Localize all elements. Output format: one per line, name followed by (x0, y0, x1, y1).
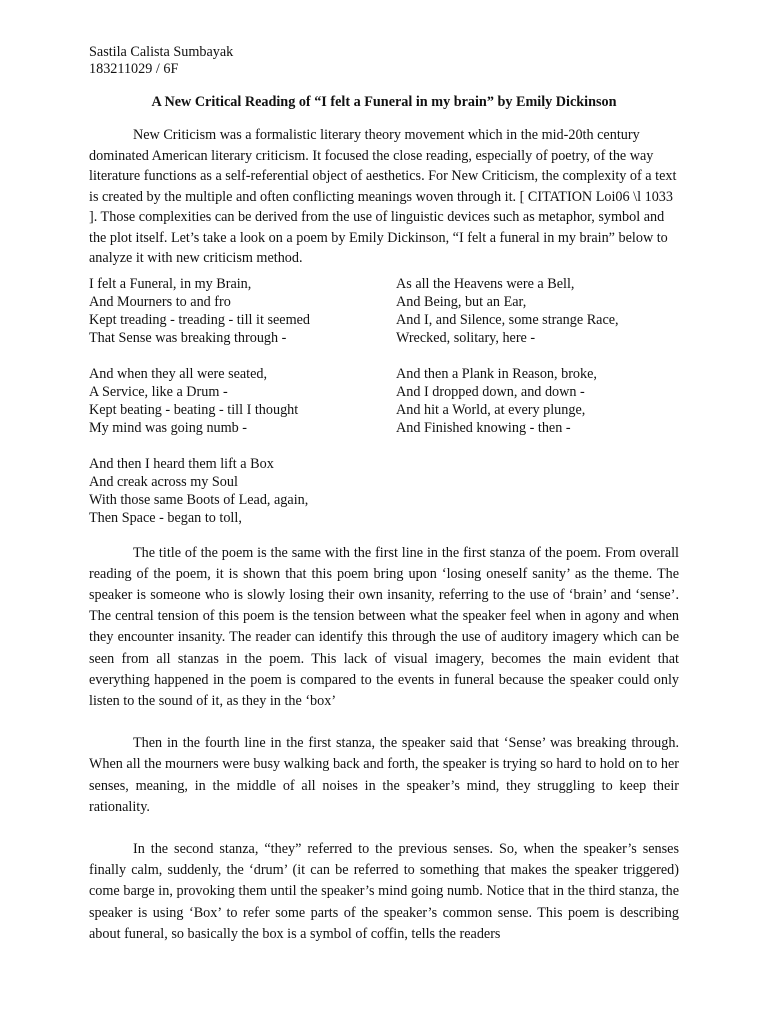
poem-line: I felt a Funeral, in my Brain, (89, 275, 252, 292)
stanza-2 (89, 365, 396, 437)
poem-line: With those same Boots of Lead, again, (89, 491, 309, 508)
stanza-1 (89, 275, 396, 347)
document-title: A New Critical Reading of “I felt a Funeral in my brain” by Emily Dickinson (151, 94, 617, 110)
poem (89, 275, 679, 527)
poem-column-right (396, 275, 679, 527)
intro-paragraph: New Criticism was a formalistic literary theory movement which in the mid-20th century dominated American literary criticism. It focused the close reading, especially of poetry, of the way literature functions as a self-referential object of aesthetics. For New Criticism, the complexity of a text is created by the multiple and often conflicting meanings woven through it. [ CITATION Loi06 \l 1033 ]. Those complexities can be derived from the use of linguistic devices such as metaphor, symbol and the plot itself. Let’s take a look on a poem by Emily Dickinson, “I felt a funeral in my brain” below to analyze it with new criticism method. (89, 127, 677, 266)
poem-line: And creak across my Soul (89, 473, 238, 490)
student-id: 183211029 / 6F (89, 61, 179, 77)
poem-line: A Service, like a Drum - (89, 383, 228, 400)
stanza-5 (396, 365, 679, 437)
poem-line: Then Space - began to toll, (89, 509, 242, 526)
poem-line: Wrecked, solitary, here - (396, 329, 536, 346)
poem-line: And I dropped down, and down - (396, 383, 585, 400)
stanza-3 (89, 455, 396, 527)
poem-line: And then a Plank in Reason, broke, (396, 365, 597, 382)
analysis-paragraph-3: In the second stanza, “they” referred to the previous senses. So, when the speaker’s senses finally calm, suddenly, the ‘drum’ (it can be referred to something that makes the speaker triggered) come barge in, provoking them until the speaker’s mind going numb. Notice that in the third stanza, the speaker is using ‘Box’ to refer some parts of the speaker’s common sense. This poem is describing about funeral, so basically the box is a symbol of coffin, tells the readers (89, 840, 679, 942)
poem-column-left (89, 275, 396, 527)
poem-line: And Finished knowing - then - (396, 419, 571, 436)
poem-line: And then I heard them lift a Box (89, 455, 274, 472)
poem-line: And Being, but an Ear, (396, 293, 527, 310)
poem-line: And when they all were seated, (89, 365, 268, 382)
poem-line: And hit a World, at every plunge, (396, 401, 586, 418)
poem-line: Kept treading - treading - till it seemed (89, 311, 311, 328)
poem-line: My mind was going numb - (89, 419, 248, 436)
analysis-paragraph-1: The title of the poem is the same with the first line in the first stanza of the poem. From overall reading of the poem, it is shown that this poem bring upon ‘losing oneself sanity’ as the theme. The speaker is someone who is slowly losing their own insanity, referring to the use of ‘brain’ and ‘sense’. The central tension of this poem is the tension between what the speaker feel when in agony and when they encounter insanity. The reader can identify this through the use of auditory imagery which can be seen from all stanzas in the poem. This lack of visual imagery, becomes the main evident that everything happened in the poem is compared to the events in funeral because the speaker could only listen to the sound of it, as they in the ‘box’ (89, 544, 679, 709)
poem-line: As all the Heavens were a Bell, (396, 275, 575, 292)
stanza-4 (396, 275, 679, 347)
poem-line: And I, and Silence, some strange Race, (396, 311, 619, 328)
analysis-paragraph-2: Then in the fourth line in the first stanza, the speaker said that ‘Sense’ was breaking through. When all the mourners were busy walking back and forth, the speaker is trying so hard to hold on to her senses, meaning, in the middle of all noises in the speaker’s mind, they struggling to keep their rationality. (89, 735, 679, 815)
poem-line: And Mourners to and fro (89, 293, 231, 310)
author-name: Sastila Calista Sumbayak (89, 44, 234, 60)
poem-line: That Sense was breaking through - (89, 329, 287, 346)
document-page (89, 44, 679, 945)
poem-line: Kept beating - beating - till I thought (89, 401, 299, 418)
